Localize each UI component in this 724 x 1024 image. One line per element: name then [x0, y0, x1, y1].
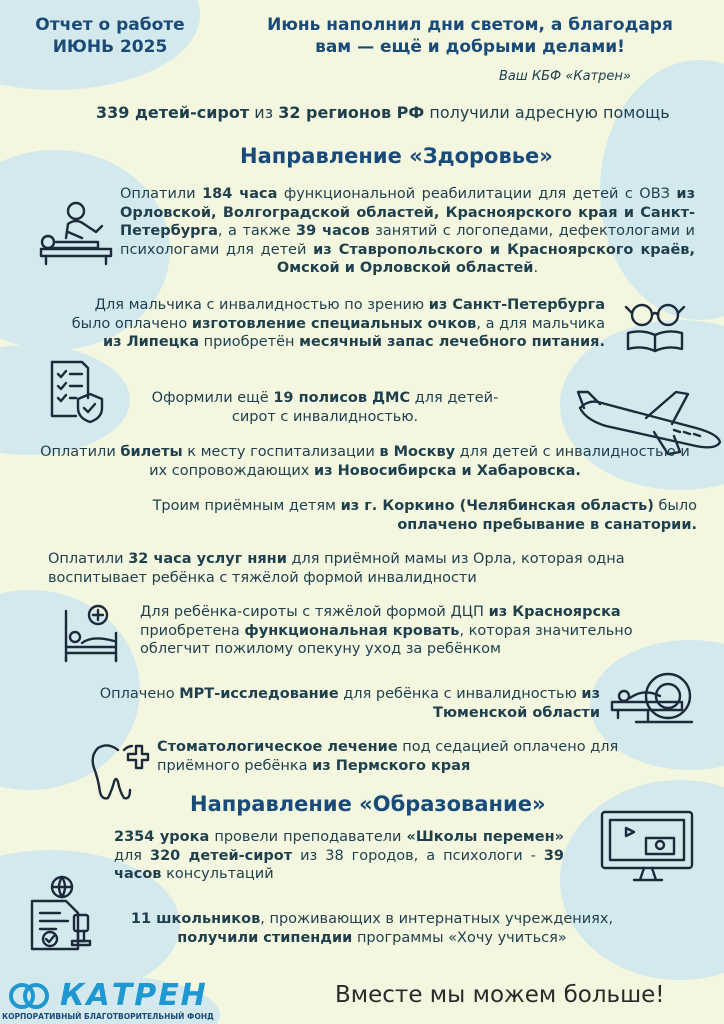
mri-scanner-icon	[608, 670, 694, 726]
tagline: Июнь наполнил дни светом, а благодаря вам — ещё и добрыми делами!	[267, 15, 673, 57]
summary-line: 339 детей-сирот из 32 регионов РФ получили адресную помощь	[96, 103, 670, 122]
lessons-paragraph: 2354 урока провели преподаватели «Школы перемен» для 320 детей-сирот из 38 городов, а психологи - 39 часов консультаций	[114, 829, 565, 882]
dental-paragraph: Стоматологическое лечение под седацией оплачено для приёмного ребёнка из Пермского края	[157, 739, 619, 774]
sanatorium-paragraph: Троим приёмным детям из г. Коркино (Челябинская область) было оплачено пребывание в санатории.	[152, 498, 697, 533]
tooth-icon	[88, 740, 150, 802]
tickets-paragraph: Оплатили билеты к месту госпитализации в Москву для детей с инвалидностью и их сопровождающих из Новосибирска и Хабаровска.	[40, 444, 690, 479]
report-title: Отчет о работе ИЮНЬ 2025	[35, 15, 185, 57]
signature: Ваш КБФ «Катрен»	[499, 69, 631, 84]
bed-paragraph: Для ребёнка-сироты с тяжёлой формой ДЦП из Красноярска приобретена функциональная кровать, которая значительно облегчит пожилому опекуну уход за ребёнком	[140, 604, 633, 657]
katren-logo-name: КАТРЕН	[60, 978, 208, 1013]
medical-bed-icon	[62, 603, 120, 663]
scholarship-paragraph: 11 школьников, проживающих в интернатных учреждениях, получили стипендии программы «Хочу учиться»	[130, 911, 614, 946]
online-lesson-icon	[598, 808, 696, 884]
insurance-policy-icon	[46, 358, 106, 424]
motto: Вместе мы можем больше!	[335, 982, 665, 1008]
certificate-icon	[22, 873, 100, 953]
section-title-health: Направление «Здоровье»	[240, 144, 553, 168]
mri-paragraph: Оплачено МРТ-исследование для ребёнка с инвалидностью из Тюменской области	[99, 686, 600, 721]
rehab-paragraph: Оплатили 184 часа функциональной реабилитации для детей с ОВЗ из Орловской, Волгоградской областей, Красноярского края и Санкт-Петербурга, а также 39 часов занятий с логопедами, дефектологами и психологами для детей из Ставропольского и Красноярского краёв, Омской и Орловской областей.	[120, 186, 696, 276]
nanny-paragraph: Оплатили 32 часа услуг няни для приёмной мамы из Орла, которая одна воспитывает ребёнка с тяжёлой формой инвалидности	[48, 551, 625, 586]
glasses-book-icon	[622, 293, 688, 355]
section-title-education: Направление «Образование»	[190, 792, 546, 816]
massage-therapy-icon	[38, 198, 113, 268]
katren-logo-subtitle: КОРПОРАТИВНЫЙ БЛАГОТВОРИТЕЛЬНЫЙ ФОНД	[2, 1012, 214, 1021]
glasses-paragraph: Для мальчика с инвалидностью по зрению из Санкт-Петербурга было оплачено изготовление специальных очков, а для мальчика из Липецка приобретён месячный запас лечебного питания.	[71, 297, 605, 350]
dms-paragraph: Оформили ещё 19 полисов ДМС для детей-сирот с инвалидностью.	[151, 390, 499, 425]
